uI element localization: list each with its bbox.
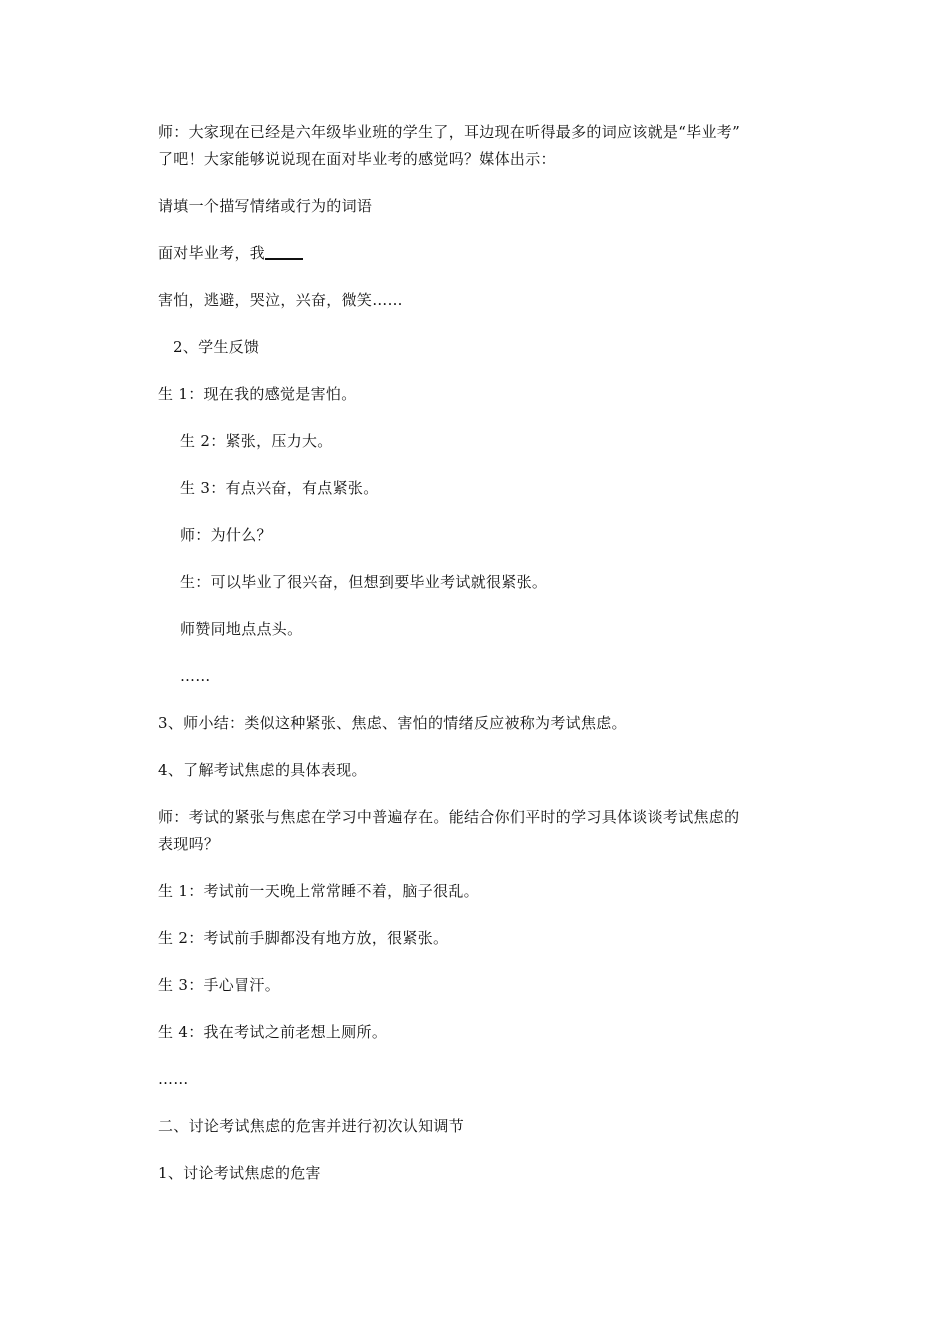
symptom-student-4: 生 4：我在考试之前老想上厕所。: [158, 1023, 388, 1041]
teacher-prompt-line-2: 表现吗？: [158, 835, 220, 853]
ellipsis-1: ……: [180, 667, 211, 685]
symptom-student-1: 生 1：考试前一天晚上常常睡不着，脑子很乱。: [158, 882, 479, 900]
subsection-harm-discussion: 1、讨论考试焦虑的危害: [158, 1164, 321, 1182]
prompt-fill-text: 面对毕业考，我: [158, 244, 266, 262]
teacher-nod: 师赞同地点点头。: [180, 620, 303, 638]
student-2-reply: 生 2：紧张，压力大。: [180, 432, 333, 450]
section-two-heading: 二、讨论考试焦虑的危害并进行初次认知调节: [158, 1117, 465, 1135]
ellipsis-2: ……: [158, 1070, 189, 1088]
fill-blank-line: [265, 242, 303, 260]
section-anxiety-symptoms: 4、了解考试焦虑的具体表现。: [158, 761, 367, 779]
prompt-options: 害怕，逃避，哭泣，兴奋，微笑……: [158, 291, 403, 309]
student-1-reply: 生 1：现在我的感觉是害怕。: [158, 385, 357, 403]
student-reply: 生：可以毕业了很兴奋，但想到要毕业考试就很紧张。: [180, 573, 548, 591]
paragraph-intro-line-1: 师：大家现在已经是六年级毕业班的学生了，耳边现在听得最多的词应该就是“毕业考”: [158, 123, 741, 141]
teacher-prompt-line-1: 师：考试的紧张与焦虑在学习中普遍存在。能结合你们平时的学习具体谈谈考试焦虑的: [158, 808, 740, 826]
section-student-feedback: 2、学生反馈: [173, 338, 260, 356]
prompt-fill-blank: [158, 241, 303, 265]
prompt-heading: 请填一个描写情绪或行为的词语: [158, 197, 373, 215]
teacher-summary: 3、师小结：类似这种紧张、焦虑、害怕的情绪反应被称为考试焦虑。: [158, 714, 627, 732]
student-3-reply: 生 3：有点兴奋，有点紧张。: [180, 479, 379, 497]
symptom-student-2: 生 2：考试前手脚都没有地方放，很紧张。: [158, 929, 449, 947]
teacher-question: 师：为什么？: [180, 526, 272, 544]
symptom-student-3: 生 3：手心冒汗。: [158, 976, 281, 994]
paragraph-intro-line-2: 了吧！大家能够说说现在面对毕业考的感觉吗？媒体出示：: [158, 150, 556, 168]
